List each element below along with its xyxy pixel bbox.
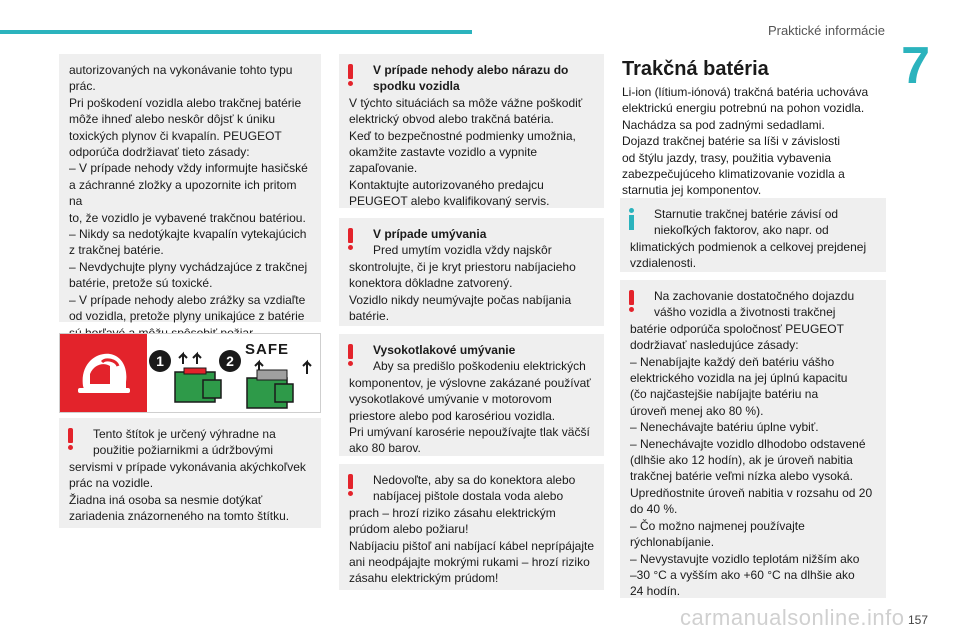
washing-body: skontrolujte, či je kryt priestoru nabíjacieho konektora dôkladne zatvorený. Vozidlo nikdy neumývajte počas nabíjania batérie. bbox=[349, 259, 576, 324]
battery-care-warning-box bbox=[620, 280, 886, 598]
warning-icon bbox=[347, 228, 355, 250]
high-pressure-title: Vysokotlakové umývanie bbox=[373, 343, 516, 357]
accident-body: V týchto situáciách sa môže vážne poškodiť elektrický obvod alebo trakčná batéria. Keď to bezpečnostné podmienky umožnia, okamžite zastavte vozidlo a vypnite zapaľovanie. Kontaktujte autorizovaného predajcu PEUGEOT alebo kvalifikovaný servis. bbox=[349, 95, 583, 209]
warning-icon bbox=[347, 474, 355, 496]
arrow-up-icon bbox=[193, 354, 201, 364]
battery-care-head: Na zachovanie dostatočného dojazdu vášho vozidla a životnosti trakčnej bbox=[654, 289, 855, 320]
section-title: Praktické informácie bbox=[767, 23, 885, 38]
grey-latch-2 bbox=[257, 370, 287, 380]
intro-text: Li-ion (lítium-iónová) trakčná batéria uchováva elektrickú energiu potrebnú na pohon vozidla. Nachádza sa pod zadnými sedadlami. Dojazd trakčnej batérie sa líši v závislosti od štýlu jazdy, trasy, použitia vybavenia zabezpečujúceho klimatizovanie vozidla a starnutia jej komponentov. bbox=[622, 85, 869, 198]
header-accent-bar bbox=[0, 30, 472, 34]
accident-title: V prípade nehody alebo nárazu do spodku vozidla bbox=[373, 63, 569, 94]
washing-title: V prípade umývania bbox=[373, 227, 487, 241]
water-connector-head: Nedovoľte, aby sa do konektora alebo nabíjacej pištole dostala voda alebo bbox=[373, 473, 576, 504]
high-pressure-head: Aby sa predišlo poškodeniu elektrických bbox=[373, 359, 586, 374]
safe-label-illustration bbox=[59, 333, 321, 413]
washing-warning-box bbox=[339, 218, 604, 326]
emergency-info-text: autorizovaných na vykonávanie tohto typu prác. Pri poškodení vozidla alebo trakčnej batérie môže ihneď alebo neskôr dôjsť k úniku toxických plynov či kvapalín. PEUGEOT odporúča dodržiavať tieto zásady: – V prípade nehody vždy informujte hasičské a záchranné zložky a upozornite ich pritom na to, že vozidlo je vybavené trakčnou batériou. – Nikdy sa nedotýkajte kvapalín vytekajúcich z trakčnej batérie. – Nevdychujte plyny vychádzajúce z trakčnej batérie, pretože sú toxické. – V prípade nehody alebo zrážky sa vzdiaľte od vozidla, pretože plyny unikajúce z batérie bbox=[69, 63, 308, 324]
connector-diagram bbox=[147, 334, 321, 413]
warning-icon bbox=[67, 428, 75, 450]
chapter-number: 7 bbox=[901, 37, 930, 95]
safe-label: SAFE bbox=[245, 341, 290, 358]
arrow-up-icon bbox=[179, 354, 187, 364]
info-body: klimatických podmienok a celkovej prejdenej vzdialenosti. bbox=[630, 239, 867, 271]
firefighter-helmet-icon bbox=[60, 334, 147, 413]
warning-body: servismi v prípade vykonávania akýchkoľvek prác na vozidle. Žiadna iná osoba sa nesmie dotýkať zariadenia znázorneného na tomto štítku. bbox=[69, 459, 306, 524]
water-connector-body: prach – hrozí riziko zásahu elektrickým prúdom alebo požiaru! Nabíjaciu pištoľ ani nabíjací kábel neprípájajte ani neodpájajte mokrými rukami – hrozí riziko zásahu elektrickým prúdom! bbox=[349, 505, 594, 586]
step-1-number: 1 bbox=[156, 353, 164, 369]
emergency-info-box bbox=[59, 54, 321, 322]
info-head: Starnutie trakčnej batérie závisí od niekoľkých faktorov, ako napr. od bbox=[654, 207, 839, 238]
red-latch-1 bbox=[184, 368, 206, 374]
firefighter-panel bbox=[60, 334, 147, 413]
warning-head: Tento štítok je určený výhradne na použitie požiarnikmi a údržbovými bbox=[93, 427, 276, 458]
arrow-up-icon bbox=[303, 362, 311, 374]
firefighter-warning-box bbox=[59, 418, 321, 528]
warning-icon bbox=[347, 344, 355, 366]
washing-head: Pred umytím vozidla vždy najskôr bbox=[373, 243, 552, 258]
info-icon bbox=[628, 208, 636, 230]
accident-warning-box bbox=[339, 54, 604, 208]
warning-icon bbox=[628, 290, 636, 312]
watermark: carmanualsonline.info bbox=[680, 605, 905, 630]
step-2-number: 2 bbox=[226, 353, 234, 369]
battery-care-body: batérie odporúča spoločnosť PEUGEOT dodržiavať nasledujúce zásady: – Nenabíjajte každý deň batériu vášho elektrického vozidla na jej úplnú kapacitu (čo najčastejšie nabíjajte batériu na úroveň menej ako 80 %). – Nenechávajte batériu úplne vybiť. – Nenechávajte vozidlo dlhodobo odstavené (dlhšie ako 12 hodín), ak je úroveň nabitia trakčnej batérie veľmi nízka alebo vysoká. Upredňostnite úroveň nabitia v rozsahu od 20 do 40 %. – Čo možno najmenej používajte rýchlonabíjanie. – Nevystavujte vozidlo teplotám nižším ako –30 °C a vyšším ako +60 °C na dlhšie ako 24 hodín. bbox=[630, 321, 873, 599]
page-title: Trakčná batéria bbox=[622, 58, 769, 80]
warning-icon bbox=[347, 64, 355, 86]
water-connector-warning-box bbox=[339, 464, 604, 590]
high-pressure-warning-box bbox=[339, 334, 604, 456]
page-number: 157 bbox=[907, 613, 928, 627]
high-pressure-body: komponentov, je výslovne zakázané používať vysokotlakové umývanie v motorovom priestore alebo pod karosériou vozidla. Pri umývaní karosérie nepoužívajte tlak väčší ako 80 barov. bbox=[349, 375, 591, 456]
battery-aging-info-box bbox=[620, 198, 886, 272]
